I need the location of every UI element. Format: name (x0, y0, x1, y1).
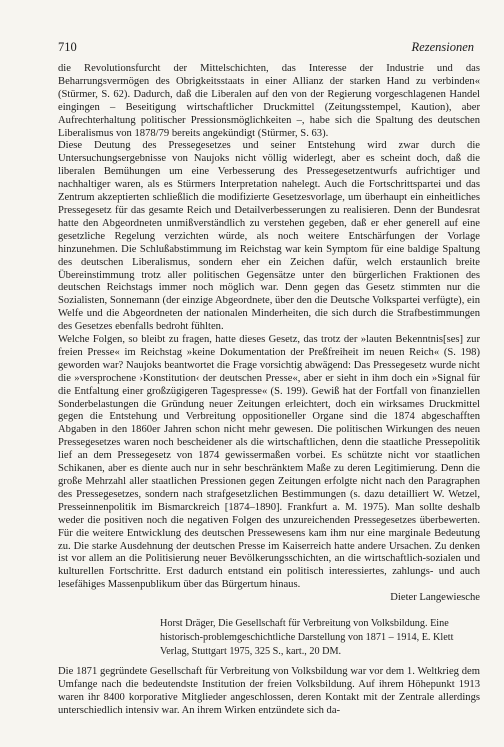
reviewer-signature: Dieter Langewiesche (390, 592, 480, 604)
paragraph: Welche Folgen, so bleibt zu fragen, hatte dieses Gesetz, das trotz der »lauten Bekenntnis[ses] zur freien Presse« im Reichstag »keine Dokumentation der Preßfreiheit im neuen Reich« (S. 198) geworden war? Naujoks beantwortet die Frage vorsichtig abwägend: Das Pressegesetz wurde nicht die »versprochene ›Konstitution‹ der deutschen Presse«, aber er sieht in ihm doch ein »Signal für die Entfaltung einer großzügigeren Tagespresse« (S. 199). Gewiß hat der Fortfall von finanziellen Sonderbelastungen die Gründung neuer Zeitungen erleichtert, doch ein wirksames Druckmittel gegen die Entstehung und Verbreitung oppositioneller Organe sind die 1874 abgeschafften Abgaben in den 1860er Jahren schon nicht mehr gewesen. Die politischen Wirkungen des neuen Pressegesetzes waren noch bescheidener als die wirtschaftlichen, denn die staatliche Pressepolitik lief an dem Pressegesetz von 1874 gewissermaßen vorbei. Es schützte nicht vor staatlichen Schikanen, aber es diente auch nur in sehr beschränktem Maße zu deren Legitimierung. Denn die große Mehrzahl aller staatlichen Pressionen gegen Zeitungen erfolgte nicht nach den Paragraphen des Pressegesetzes, sondern nach strafgesetzlichen Bestimmungen (s. dazu detailliert W. Wetzel, Presseinnenpolitik im Bismarckreich [1874–1890]. Frankfurt a. M. 1975). Man sollte deshalb weder die positiven noch die negativen Folgen des unzureichenden Pressegesetzes überbewerten. Für die weitere Entwicklung des deutschen Pressewesens kam ihm nur eine marginale Bedeutung zu. Die starke Ausdehnung der deutschen Presse im Kaiserreich hatte andere Ursachen. Zu denken ist vor allem an die Politisierung neuer Bevölkerungsschichten, an die wirtschaftlich-sozialen und kulturellen Fortschritte. Erst dadurch entstand ein politisch interessiertes, zahlungs- und auch lesefähiges Massenpublikum über das Bürgertum hinaus. (58, 334, 480, 591)
page-header (58, 40, 474, 56)
paragraph: die Revolutionsfurcht der Mittelschichten, das Interesse der Industrie und das Beharrungsvermögen des Obrigkeitsstaats in einer Allianz der starken Hand zu verbinden« (Stürmer, S. 62). Dadurch, daß die Liberalen auf den von der Regierung vorgeschlagenen Handel eingingen – Beseitigung wirtschaftlicher Druckmittel (Zeitungsstempel, Kaution), aber Aufrechterhaltung politischer Pressionsmöglichkeiten –, habe sich die Spaltung des deutschen Liberalismus von 1878/79 bereits angekündigt (Stürmer, S. 63). (58, 63, 480, 139)
section-title: Rezensionen (411, 40, 474, 54)
next-review-body (58, 666, 480, 718)
paragraph: Diese Deutung des Pressegesetzes und seiner Entstehung wird zwar durch die Untersuchungsergebnisse von Naujoks nicht völlig widerlegt, aber es scheint doch, daß die liberalen Bemühungen um eine Verbesserung des Pressegesetzentwurfs aufrichtiger und nachhaltiger waren, als es Stürmers Interpretation nahelegt. Auch die Fortschrittspartei und das Zentrum akzeptierten schließlich die modifizierte Gesetzesvorlage, um überhaupt ein einheitliches Pressegesetz für das gesamte Reich und Detailverbesserungen zu realisieren. Denn der Bundesrat hatte den Abgeordneten unmißverständlich zu verstehen gegeben, daß er eher generell auf eine gesetzliche Regelung verzichten würde, als noch weitere Entschärfungen der Vorlage hinzunehmen. Die Schlußabstimmung im Reichstag war kein Symptom für eine baldige Spaltung des deutschen Liberalismus, sondern eher ein Zeichen dafür, welch erstaunlich breite Übereinstimmung trotz aller politischen Gegensätze unter den bürgerlichen Fraktionen des deutschen Reichstags immer noch möglich war. Denn gegen das Gesetz stimmten nur die Sozialisten, Sonnemann (der einzige Abgeordnete, über den die Deutsche Volkspartei verfügte), ein Welfe und die Abgeordneten der nationalen Minderheiten, die sich durch die Strafbestimmungen des Gesetzes ebenfalls bedroht fühlten. (58, 140, 480, 333)
book-citation: Horst Dräger, Die Gesellschaft für Verbreitung von Volksbildung. Eine historisch-problemgeschichtliche Darstellung von 1871 – 1914, E. Klett Verlag, Stuttgart 1975, 325 S., kart., 20 DM. (160, 618, 454, 658)
page-number: 710 (58, 40, 77, 54)
review-body (58, 63, 480, 605)
paragraph: Die 1871 gegründete Gesellschaft für Verbreitung von Volksbildung war vor dem 1. Weltkrieg dem Umfange nach die bedeutendste Institution der freien Volksbildung. Auf ihrem Höhepunkt 1913 waren ihr 8400 korporative Mitglieder angeschlossen, deren Kontakt mit der Zentrale allerdings unterschiedlich intensiv war. An ihrem Wirken entzündete sich da- (58, 666, 480, 716)
